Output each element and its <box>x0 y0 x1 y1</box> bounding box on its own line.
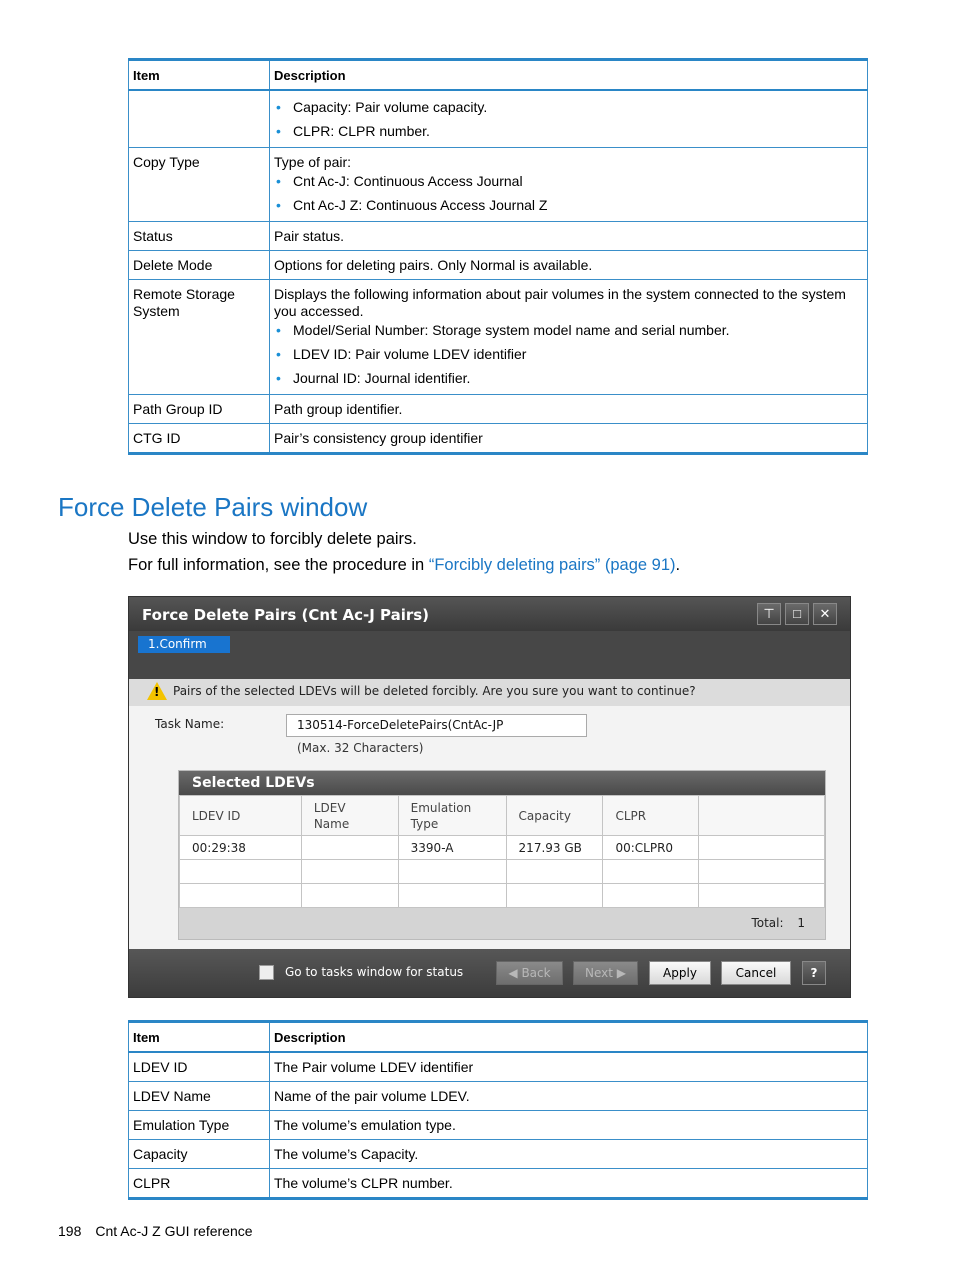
bullet-list <box>274 173 863 214</box>
description-text: Options for deleting pairs. Only Normal is available. <box>274 257 593 273</box>
table-row <box>129 424 868 454</box>
description-text: Pair’s consistency group identifier <box>274 430 483 446</box>
description-cell <box>270 395 868 424</box>
reference-paragraph <box>128 556 680 575</box>
item-cell: LDEV ID <box>129 1052 270 1082</box>
reference-suffix: . <box>675 556 681 574</box>
pin-icon[interactable]: ⊤ <box>757 603 781 625</box>
description-cell <box>270 222 868 251</box>
page-number: 198 <box>58 1223 82 1239</box>
next-arrow-icon: ▶ <box>612 966 626 980</box>
selected-ldevs-table <box>179 795 825 908</box>
footer-section: Cnt Ac-J Z GUI reference <box>95 1223 253 1239</box>
item-cell: Delete Mode <box>129 251 270 280</box>
bullet-icon: • <box>276 173 281 189</box>
list-item-text: Journal ID: Journal identifier. <box>293 370 471 386</box>
grid-cell: 00:29:38 <box>180 836 302 860</box>
list-item-text: Cnt Ac-J: Continuous Access Journal <box>293 173 523 189</box>
next-button[interactable] <box>573 961 638 985</box>
grid-cell <box>699 860 825 884</box>
table-row <box>129 222 868 251</box>
item-cell: Emulation Type <box>129 1111 270 1140</box>
item-cell: CLPR <box>129 1169 270 1199</box>
back-label: Back <box>521 966 551 980</box>
list-item <box>274 123 863 140</box>
item-cell: Status <box>129 222 270 251</box>
task-name-input[interactable]: 130514-ForceDeletePairs(CntAc-JP <box>286 714 587 737</box>
total-label: Total: <box>751 916 784 930</box>
table-row <box>129 1111 868 1140</box>
description-cell: The volume’s emulation type. <box>270 1111 868 1140</box>
table-row <box>129 90 868 148</box>
wizard-step-band <box>129 631 850 679</box>
warning-message <box>129 679 850 706</box>
description-cell: The volume’s Capacity. <box>270 1140 868 1169</box>
maximize-icon[interactable]: □ <box>785 603 809 625</box>
page-footer <box>58 1223 253 1239</box>
dialog-title-bar <box>129 597 850 631</box>
grid-cell: 3390-A <box>398 836 506 860</box>
grid-column-header[interactable]: LDEV ID <box>180 796 302 836</box>
back-arrow-icon: ◀ <box>508 966 522 980</box>
grid-cell <box>699 836 825 860</box>
grid-cell <box>301 860 398 884</box>
column-header-item: Item <box>129 60 270 91</box>
bullet-icon: • <box>276 322 281 338</box>
table-row <box>129 148 868 222</box>
table-row <box>129 280 868 395</box>
force-delete-pairs-dialog <box>128 596 851 998</box>
column-header-item: Item <box>129 1022 270 1053</box>
warning-icon: ! <box>147 682 167 700</box>
description-cell <box>270 424 868 454</box>
table-row <box>129 395 868 424</box>
grid-cell <box>506 860 603 884</box>
grid-column-header[interactable]: CLPR <box>603 796 699 836</box>
item-description-table-2 <box>128 1020 868 1200</box>
grid-total <box>751 916 805 930</box>
grid-cell <box>180 860 302 884</box>
reference-prefix: For full information, see the procedure in <box>128 556 429 574</box>
description-cell <box>270 90 868 148</box>
dialog-title: Force Delete Pairs (Cnt Ac-J Pairs) <box>142 606 430 624</box>
item-cell: CTG ID <box>129 424 270 454</box>
back-button[interactable] <box>496 961 563 985</box>
apply-button[interactable]: Apply <box>649 961 711 985</box>
close-icon[interactable]: ✕ <box>813 603 837 625</box>
intro-paragraph: Use this window to forcibly delete pairs. <box>128 530 417 548</box>
table-row <box>129 251 868 280</box>
total-value: 1 <box>797 916 805 930</box>
selected-ldevs-title: Selected LDEVs <box>179 771 825 795</box>
item-cell: Capacity <box>129 1140 270 1169</box>
list-item <box>274 346 863 363</box>
task-name-label: Task Name: <box>155 717 225 731</box>
grid-column-header[interactable]: Capacity <box>506 796 603 836</box>
dialog-footer <box>129 949 850 997</box>
forcibly-deleting-pairs-link[interactable]: “Forcibly deleting pairs” (page 91) <box>428 556 676 574</box>
bullet-icon: • <box>276 123 281 139</box>
table-row <box>129 1082 868 1111</box>
description-text: Pair status. <box>274 228 345 244</box>
description-text: Type of pair: <box>274 154 352 170</box>
description-text: Path group identifier. <box>274 401 403 417</box>
list-item-text: CLPR: CLPR number. <box>293 123 430 139</box>
grid-cell <box>603 884 699 908</box>
bullet-icon: • <box>276 99 281 115</box>
column-header-description: Description <box>270 1022 868 1053</box>
description-cell: Name of the pair volume LDEV. <box>270 1082 868 1111</box>
grid-cell: 217.93 GB <box>506 836 603 860</box>
item-cell: LDEV Name <box>129 1082 270 1111</box>
description-cell: The Pair volume LDEV identifier <box>270 1052 868 1082</box>
list-item <box>274 173 863 190</box>
bullet-icon: • <box>276 197 281 213</box>
go-to-tasks-checkbox[interactable] <box>259 965 274 980</box>
grid-cell <box>180 884 302 908</box>
help-button[interactable]: ? <box>802 961 826 985</box>
list-item-text: Capacity: Pair volume capacity. <box>293 99 488 115</box>
item-cell: Remote Storage System <box>129 280 270 395</box>
bullet-list <box>274 99 863 140</box>
table-row <box>129 1169 868 1199</box>
description-cell <box>270 251 868 280</box>
description-cell <box>270 148 868 222</box>
item-cell <box>129 90 270 148</box>
warning-text: Pairs of the selected LDEVs will be deleted forcibly. Are you sure you want to continue? <box>173 684 696 698</box>
item-cell: Path Group ID <box>129 395 270 424</box>
item-cell: Copy Type <box>129 148 270 222</box>
bullet-icon: • <box>276 370 281 386</box>
table-row <box>129 1140 868 1169</box>
list-item-text: LDEV ID: Pair volume LDEV identifier <box>293 346 527 362</box>
item-description-table-1 <box>128 58 868 455</box>
list-item-text: Cnt Ac-J Z: Continuous Access Journal Z <box>293 197 548 213</box>
list-item <box>274 370 863 387</box>
go-to-tasks-label[interactable]: Go to tasks window for status <box>285 965 464 979</box>
section-heading: Force Delete Pairs window <box>58 492 368 522</box>
step-confirm[interactable]: 1.Confirm <box>138 636 230 653</box>
grid-column-header[interactable] <box>699 796 825 836</box>
grid-cell <box>301 836 398 860</box>
grid-cell <box>301 884 398 908</box>
grid-cell <box>603 860 699 884</box>
column-header-description: Description <box>270 60 868 91</box>
next-label: Next <box>584 966 613 980</box>
grid-row[interactable] <box>180 836 825 860</box>
grid-cell <box>699 884 825 908</box>
description-cell: The volume’s CLPR number. <box>270 1169 868 1199</box>
bullet-list <box>274 322 863 387</box>
grid-row[interactable] <box>180 860 825 884</box>
list-item <box>274 99 863 116</box>
description-text: Displays the following information about pair volumes in the system connected to the system you accessed. <box>274 286 846 319</box>
bullet-icon: • <box>276 346 281 362</box>
list-item <box>274 197 863 214</box>
grid-column-header[interactable]: LDEV Name <box>301 796 398 836</box>
task-name-hint: (Max. 32 Characters) <box>297 741 424 755</box>
list-item-text: Model/Serial Number: Storage system model name and serial number. <box>293 322 730 338</box>
grid-cell <box>398 884 506 908</box>
description-cell <box>270 280 868 395</box>
grid-cell <box>398 860 506 884</box>
grid-row[interactable] <box>180 884 825 908</box>
selected-ldevs-panel <box>178 770 826 940</box>
list-item <box>274 322 863 339</box>
grid-column-header[interactable]: Emulation Type <box>398 796 506 836</box>
grid-cell <box>506 884 603 908</box>
grid-cell: 00:CLPR0 <box>603 836 699 860</box>
table-row <box>129 1052 868 1082</box>
cancel-button[interactable]: Cancel <box>721 961 791 985</box>
